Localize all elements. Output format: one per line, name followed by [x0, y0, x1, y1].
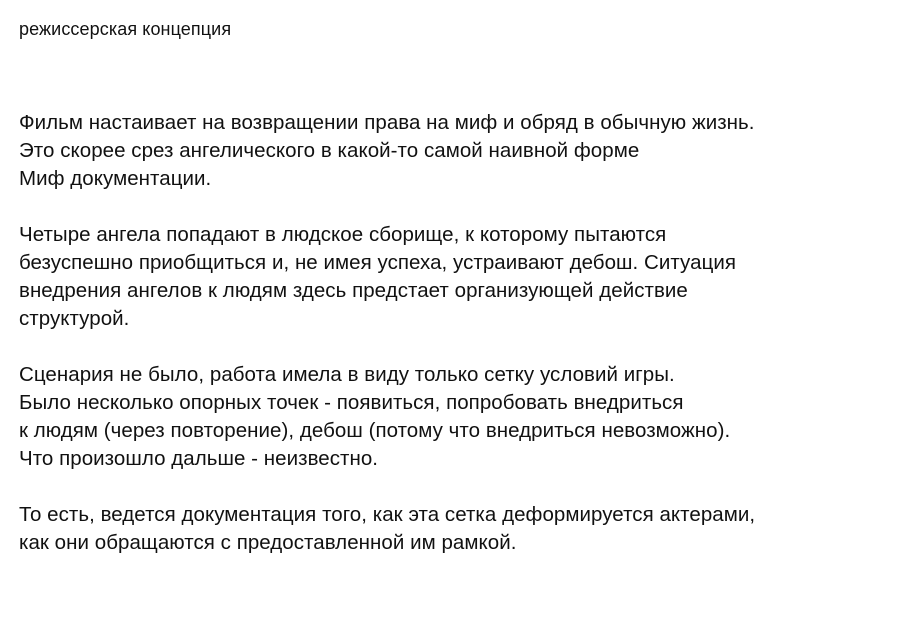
text-line: Четыре ангела попадают в людское сборище, к которому пытаются — [19, 223, 667, 246]
text-line: Фильм настаивает на возвращении права на миф и обряд в обычную жизнь. — [19, 111, 755, 134]
text-line: безуспешно приобщиться и, не имея успеха, устраивают дебош. Ситуация — [19, 251, 737, 274]
paragraph-plot — [19, 221, 889, 333]
text-line: к людям (через повторение), дебош (потому что внедриться невозможно). — [19, 419, 731, 442]
paragraph-concept — [19, 109, 889, 193]
text-line: Сценария не было, работа имела в виду только сетку условий игры. — [19, 363, 675, 386]
paragraph-scenario — [19, 361, 889, 473]
body-text — [19, 109, 889, 585]
text-line: структурой. — [19, 307, 130, 330]
text-line: Что произошло дальше - неизвестно. — [19, 447, 379, 470]
text-line: внедрения ангелов к людям здесь предстает организующей действие — [19, 279, 688, 302]
text-line: Это скорее срез ангелического в какой-то самой наивной форме — [19, 139, 640, 162]
text-line: Было несколько опорных точек - появиться, попробовать внедриться — [19, 391, 684, 414]
text-line: как они обращаются с предоставленной им рамкой. — [19, 531, 517, 554]
text-line: Миф документации. — [19, 167, 212, 190]
text-line: То есть, ведется документация того, как эта сетка деформируется актерами, — [19, 503, 756, 526]
section-heading: режиссерская концепция — [19, 19, 232, 39]
paragraph-documentation — [19, 501, 889, 557]
